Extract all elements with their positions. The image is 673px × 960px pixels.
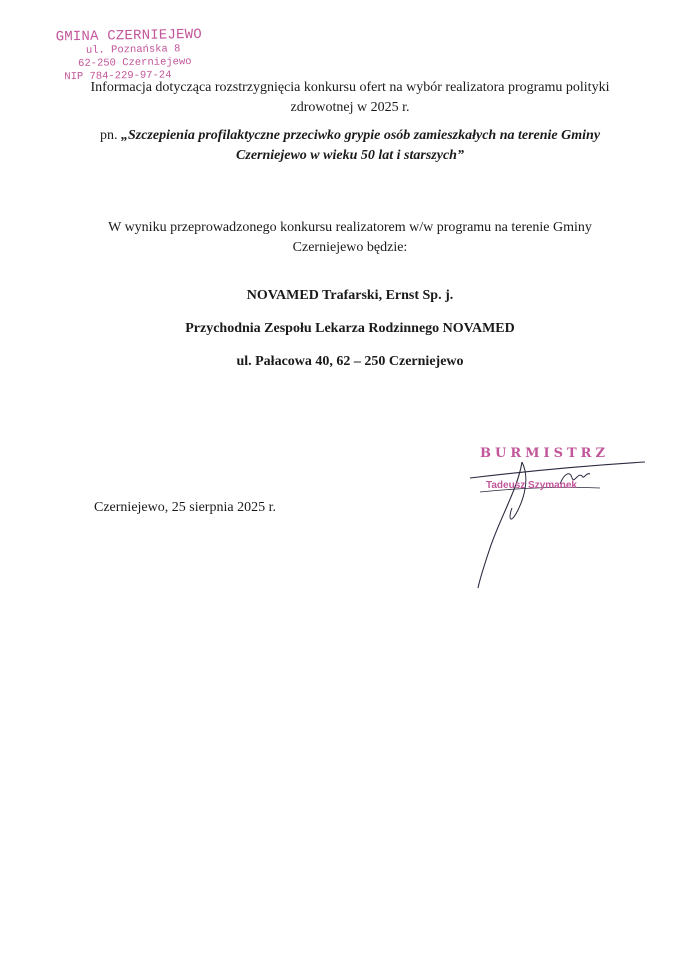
signature-title: BURMISTRZ (480, 446, 609, 461)
winner-clinic: Przychodnia Zespołu Lekarza Rodzinnego NOVAMED (185, 321, 515, 336)
mayor-signature-block (460, 438, 660, 598)
stamp-name: GMINA CZERNIEJEWO (55, 26, 203, 46)
document-heading (80, 78, 620, 118)
winner-block (80, 286, 620, 385)
result-statement (80, 218, 620, 258)
program-name (80, 126, 620, 166)
result-line-1: W wyniku przeprowadzonego konkursu realizatorem w/w programu na terenie Gminy (108, 220, 592, 235)
program-line-1 (80, 126, 620, 146)
result-line-2: Czerniejewo będzie: (292, 240, 408, 255)
handwritten-signature-icon (460, 438, 660, 598)
stamp-street: ul. Poznańska 8 (85, 43, 181, 57)
heading-line-2: zdrowotnej w 2025 r. (290, 100, 410, 115)
winner-address: ul. Pałacowa 40, 62 – 250 Czerniejewo (236, 354, 464, 369)
stamp-postal: 62-250 Czerniejewo (78, 56, 192, 71)
heading-line-1: Informacja dotycząca rozstrzygnięcia konkursu ofert na wybór realizatora programu polityki (90, 80, 610, 95)
program-title-part-1: „Szczepienia profilaktyczne przeciwko grypie osób zamieszkałych na terenie Gminy (120, 128, 601, 143)
winner-company: NOVAMED Trafarski, Ernst Sp. j. (246, 288, 454, 303)
program-prefix: pn. (99, 128, 121, 143)
program-title-part-2: Czerniejewo w wieku 50 lat i starszych” (236, 148, 464, 163)
stamp-nip: NIP 784-229-97-24 (64, 69, 172, 84)
municipality-stamp (56, 27, 217, 85)
signature-name: Tadeusz Szymanek (486, 480, 577, 491)
document-date: Czerniejewo, 25 sierpnia 2025 r. (94, 500, 276, 515)
